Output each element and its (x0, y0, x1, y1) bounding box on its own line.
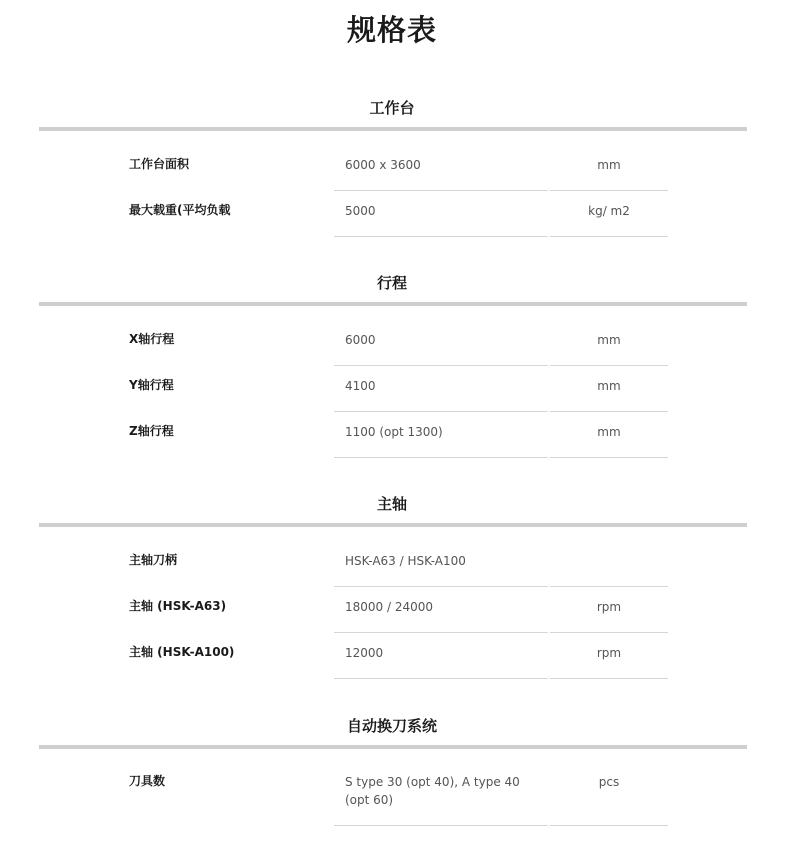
page-title: 规格表 (346, 13, 437, 47)
spec-value: 6000 x 3600 (345, 158, 421, 172)
spec-unit: mm (597, 425, 621, 439)
section-title: 行程 (376, 274, 407, 292)
spec-unit: kg/ m2 (588, 204, 630, 218)
spec-label: X轴行程 (129, 332, 175, 346)
spec-label: 最大载重(平均负载 (129, 203, 231, 217)
spec-unit: mm (597, 333, 621, 347)
unit-underline (550, 678, 668, 679)
spec-unit: mm (597, 158, 621, 172)
unit-underline (550, 236, 668, 237)
spec-value: 1100 (opt 1300) (345, 425, 443, 439)
spec-value: 5000 (345, 204, 376, 218)
spec-value: 12000 (345, 646, 384, 660)
spec-label: 主轴 (HSK-A100) (129, 645, 235, 659)
spec-label: 刀具数 (129, 774, 166, 788)
spec-row (0, 633, 800, 679)
value-underline (334, 825, 548, 826)
section-divider (39, 523, 747, 527)
spec-label: 主轴刀柄 (129, 553, 178, 567)
section-title: 工作台 (369, 99, 415, 117)
spec-row (0, 762, 800, 826)
spec-value: 6000 (345, 333, 376, 347)
spec-label: 工作台面积 (129, 157, 190, 171)
spec-row (0, 320, 800, 366)
spec-value: 18000 / 24000 (345, 600, 434, 614)
spec-unit: pcs (598, 775, 620, 789)
spec-label: Y轴行程 (129, 378, 174, 392)
value-underline (334, 236, 548, 237)
value-underline (334, 457, 548, 458)
unit-underline (550, 825, 668, 826)
spec-row (0, 541, 800, 587)
spec-row (0, 366, 800, 412)
spec-label: Z轴行程 (129, 424, 174, 438)
spec-row (0, 587, 800, 633)
spec-unit: rpm (596, 646, 622, 660)
section-divider (39, 302, 747, 306)
spec-unit: mm (597, 379, 621, 393)
spec-value: HSK-A63 / HSK-A100 (345, 554, 466, 568)
spec-row (0, 412, 800, 458)
spec-row (0, 191, 800, 237)
spec-value: S type 30 (opt 40), A type 40 (opt 60) (345, 775, 520, 807)
section-divider (39, 127, 747, 131)
value-underline (334, 678, 548, 679)
section-divider (39, 745, 747, 749)
spec-label: 主轴 (HSK-A63) (129, 599, 227, 613)
section-title: 自动换刀系统 (346, 717, 437, 735)
spec-unit: rpm (596, 600, 622, 614)
unit-underline (550, 457, 668, 458)
spec-row (0, 145, 800, 191)
spec-value: 4100 (345, 379, 376, 393)
section-title: 主轴 (376, 495, 407, 513)
